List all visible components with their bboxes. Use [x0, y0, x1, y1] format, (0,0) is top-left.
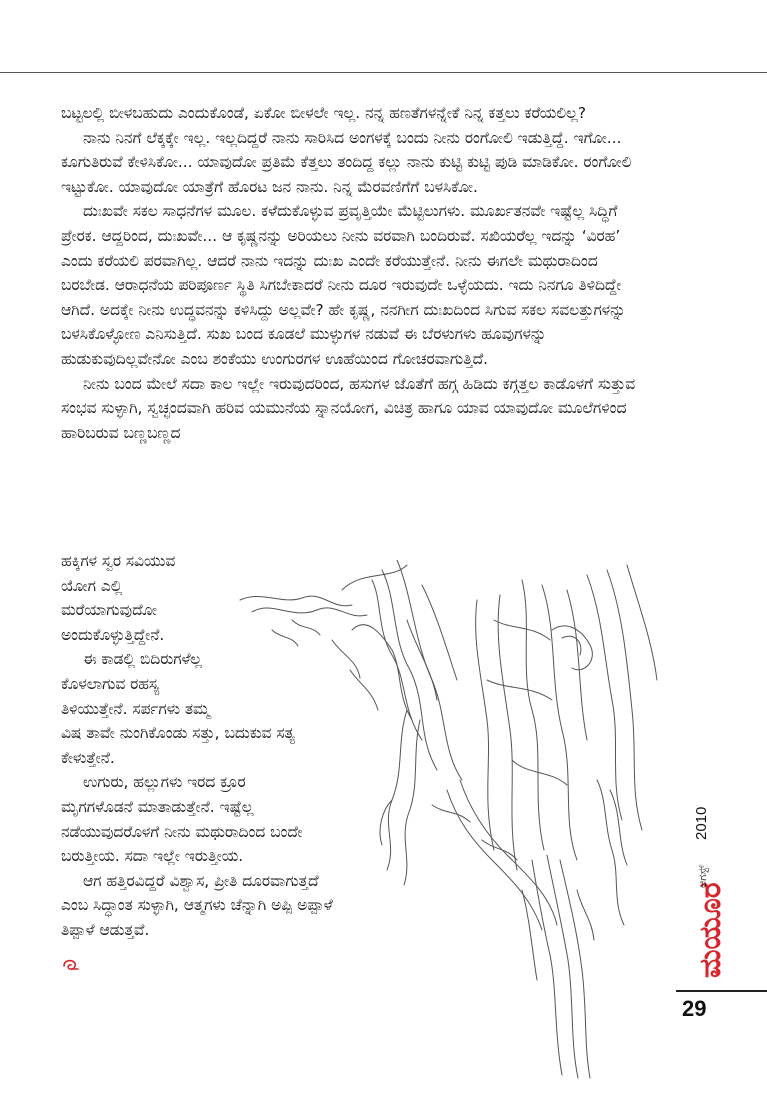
narrow-line: ಉಗುರು, ಹಲ್ಲುಗಳು ಇರದ ಕ್ರೂರ	[83, 773, 246, 792]
narrow-line: ಅಂದುಕೊಳ್ಳುತ್ತಿದ್ದೇನೆ.	[61, 625, 165, 644]
footer-rule	[676, 990, 767, 992]
narrow-line: ಎಂಬ ಸಿದ್ಧಾಂತ ಸುಳ್ಳಾಗಿ, ಆತ್ಮಗಳು ಚೆನ್ನಾಗಿ ಅಪ್ಪಿ ಅಪ್ಪಾಳೆ	[61, 896, 333, 915]
narrow-line: ಹಕ್ಕಿಗಳ ಸ್ವರ ಸವಿಯುವ	[61, 552, 176, 570]
tree-sketch-illustration	[232, 560, 672, 1080]
header-rule	[0, 72, 767, 73]
page-number: 29	[682, 996, 707, 1021]
article-body	[61, 101, 641, 445]
narrow-line: ನಡೆಯುವುದರೊಳಗೆ ನೀನು ಮಥುರಾದಿಂದ ಬಂದೇ	[61, 822, 303, 841]
narrow-line: ಈ ಕಾಡಲ್ಲಿ ಬಿದಿರುಗಳೆಲ್ಲ	[83, 650, 202, 669]
narrow-line: ಕೊಳಲಾಗುವ ರಹಸ್ಯ	[61, 674, 160, 693]
narrow-line: ಮೃಗಗಳೊಡನೆ ಮಾತಾಡುತ್ತೇನೆ. ಇಷ್ಟೆಲ್ಲ	[61, 797, 254, 816]
narrow-line: ಬರುತ್ತೀಯ. ಸದಾ ಇಲ್ಲೇ ಇರುತ್ತೀಯ.	[61, 847, 244, 866]
masthead-title: ಮಯೂರ	[693, 882, 728, 978]
masthead-year: 2010	[693, 806, 710, 840]
narrow-line: ತಿಪ್ಪಾಳೆ ಆಡುತ್ತವೆ.	[61, 920, 150, 939]
narrow-line: ಯೋಗ ಎಲ್ಲಿ	[61, 576, 123, 595]
paragraph-1: ಬಟ್ಟಲಲ್ಲಿ ಬೀಳಬಹುದು ಎಂದುಕೊಂಡೆ, ಏಕೋ ಬೀಳಲೇ ಇಲ್ಲ. ನನ್ನ ಹಣತೆಗಳನ್ನೇಕೆ ನಿನ್ನ ಕತ್ತಲು ಕರೆಯಲಿಲ್ಲ?	[61, 104, 587, 122]
narrow-line: ತಿಳಿಯುತ್ತೇನೆ. ಸರ್ಪಗಳು ತಮ್ಮ	[61, 699, 210, 718]
magazine-masthead	[688, 780, 728, 980]
narrow-line: ಕೇಳುತ್ತೇನೆ.	[61, 748, 115, 767]
narrow-line: ಆಗ ಹತ್ತಿರವಿದ್ದರೆ ವಿಶ್ವಾಸ, ಪ್ರೀತಿ ದೂರವಾಗುತ್ತದೆ	[83, 871, 319, 890]
narrow-line: ಮರೆಯಾಗುವುದೋ	[61, 601, 157, 620]
paragraph-4: ನೀನು ಬಂದ ಮೇಲೆ ಸದಾ ಕಾಲ ಇಲ್ಲೇ ಇರುವುದರಿಂದ, ಹಸುಗಳ ಜೊತೆಗೆ ಹಗ್ಗ ಹಿಡಿದು ಕಗ್ಗತ್ತಲ ಕಾಡೊಳಗೆ ಸುತ್ತುವ ಸಂಭವ ಸುಳ್ಳಾಗಿ, ಸ್ವಚ್ಛಂದವಾಗಿ ಹರಿವ ಯಮುನೆಯ ಸ್ನಾನಯೋಗ, ವಿಚಿತ್ರ ಹಾಗೂ ಯಾವ ಯಾವುದೋ ಮೂಲೆಗಳಿಂದ ಹಾರಿಬರುವ ಬಣ್ಣಬಣ್ಣದ	[61, 374, 636, 442]
peacock-swirl-icon	[62, 957, 80, 975]
masthead-month: ಆಗಸ್ಟ್	[696, 864, 709, 888]
narrow-line: ವಿಷ ತಾವೇ ನುಂಗಿಕೊಂಡು ಸತ್ತು, ಬದುಕುವ ಸತ್ಯ	[61, 724, 295, 743]
paragraph-3: ದುಃಖವೇ ಸಕಲ ಸಾಧನೆಗಳ ಮೂಲ. ಕಳೆದುಕೊಳ್ಳುವ ಪ್ರವೃತ್ತಿಯೇ ಮೆಟ್ಟಿಲುಗಳು. ಮೂರ್ಖತನವೇ ಇಷ್ಟೆಲ್ಲ ಸಿದ್ಧಿಗೆ ಪ್ರೇರಕ. ಆದ್ದರಿಂದ, ದುಃಖವೇ... ಆ ಕೃಷ್ಣನನ್ನು ಅರಿಯಲು ನೀನು ವರವಾಗಿ ಬಂದಿರುವೆ. ಸಖಿಯರೆಲ್ಲ ಇದನ್ನು ‘ವಿರಹ’ ಎಂದು ಕರೆಯಲಿ ಪರವಾಗಿಲ್ಲ. ಆದರೆ ನಾನು ಇದನ್ನು ದುಃಖ ಎಂದೇ ಕರೆಯುತ್ತೇನೆ. ನೀನು ಈಗಲೇ ಮಥುರಾದಿಂದ ಬರಬೇಡ. ಆರಾಧನೆಯ ಪರಿಪೂರ್ಣ ಸ್ಥಿತಿ ಸಿಗಬೇಕಾದರೆ ನೀನು ದೂರ ಇರುವುದೇ ಒಳ್ಳೆಯದು. ಇದು ನಿನಗೂ ತಿಳಿದಿದ್ದೇ ಆಗಿದೆ. ಅದಕ್ಕೇ ನೀನು ಉದ್ಧವನನ್ನು ಕಳಿಸಿದ್ದು ಅಲ್ಲವೇ? ಹೇ ಕೃಷ್ಣ, ನನಗೀಗ ದುಃಖದಿಂದ ಸಿಗುವ ಸಕಲ ಸವಲತ್ತುಗಳನ್ನು ಬಳಸಿಕೊಳ್ಳೋಣ ಎನಿಸುತ್ತಿದೆ. ಸುಖ ಬಂದ ಕೂಡಲೆ ಮುಳ್ಳುಗಳ ನಡುವೆ ಈ ಬೆರಳುಗಳು ಹೂವುಗಳನ್ನು ಹುಡುಕುವುದಿಲ್ಲವೇನೋ ಎಂಬ ಶಂಕೆಯು ಉಂಗುರಗಳ ಊಹೆಯಿಂದ ಗೋಚರವಾಗುತ್ತಿದೆ.	[61, 202, 626, 368]
paragraph-2: ನಾನು ನಿನಗೆ ಲೆಕ್ಕಕ್ಕೇ ಇಲ್ಲ. ಇಲ್ಲದಿದ್ದರೆ ನಾನು ಸಾರಿಸಿದ ಅಂಗಳಕ್ಕೆ ಬಂದು ನೀನು ರಂಗೋಲಿ ಇಡುತ್ತಿದ್ದೆ. ಇಗೋ... ಕೂಗುತಿರುವೆ ಕೇಳಿಸಿಕೋ... ಯಾವುದೋ ಪ್ರತಿಮೆ ಕೆತ್ತಲು ತಂದಿದ್ದ ಕಲ್ಲು ನಾನು ಕುಟ್ಟಿ ಕುಟ್ಟಿ ಪುಡಿ ಮಾಡಿಕೋ. ರಂಗೋಲಿ ಇಟ್ಟುಕೋ. ಯಾವುದೋ ಯಾತ್ರೆಗೆ ಹೊರಟ ಜನ ನಾನು. ನಿನ್ನ ಮೆರವಣಿಗೆಗೆ ಬಳಸಿಕೋ.	[61, 128, 632, 196]
